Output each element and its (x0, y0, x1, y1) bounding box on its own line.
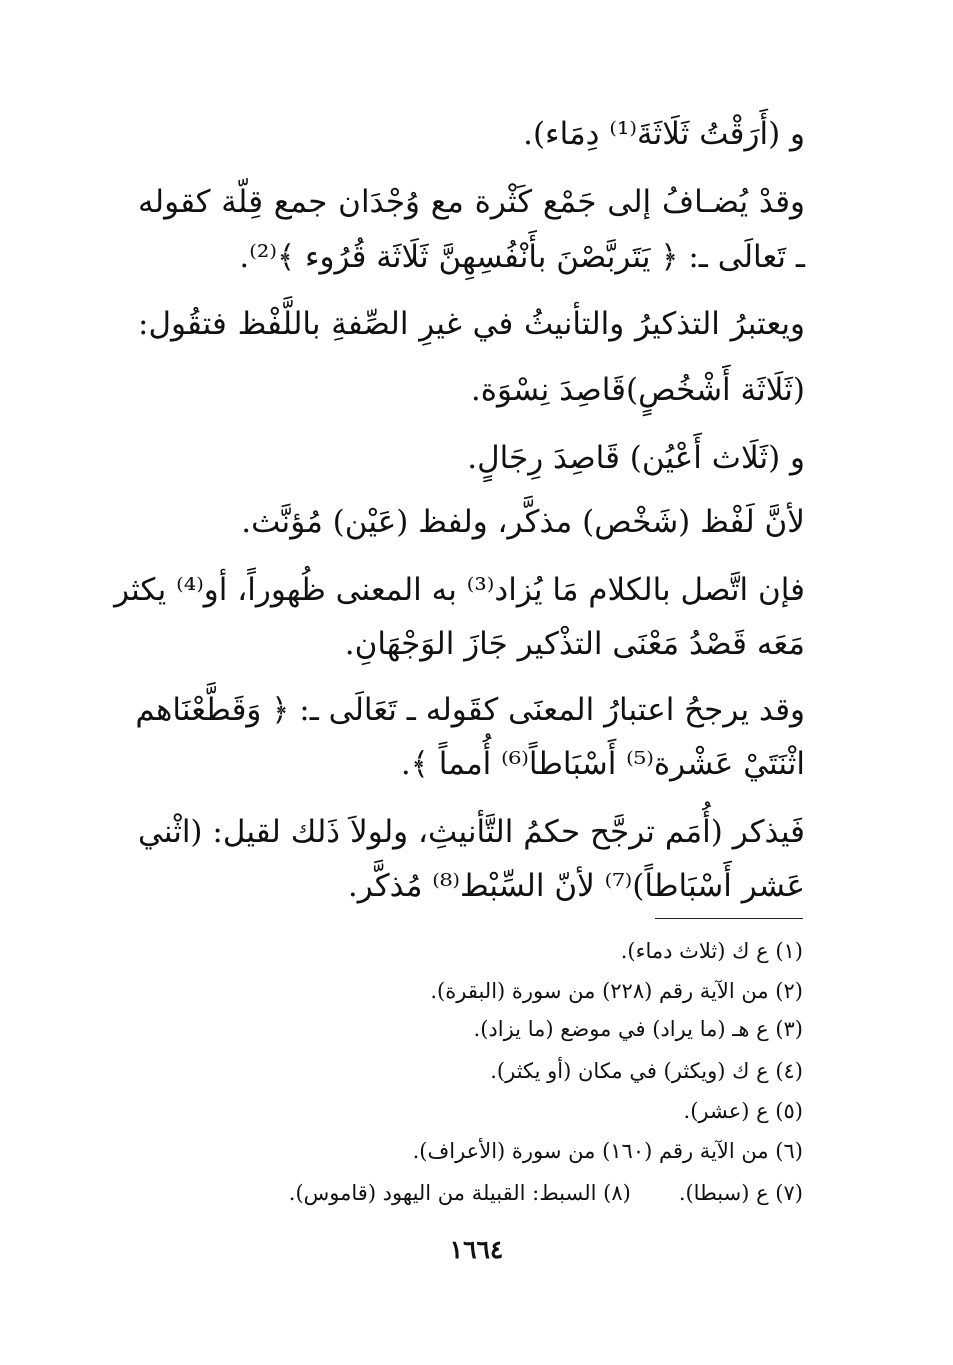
text-line: عَشر أَسْبَاطاً)⁽⁷⁾ لأنّ السِّبْط⁽⁸⁾ مُذكَّر. (347, 868, 805, 904)
text-line: فَيذكر (أُمَم ترجَّح حكمُ التَّأنيثِ، ولولاَ ذَلك لقيل: (اثْني (138, 814, 805, 850)
text-line: و (ثَلَاث أَعْيُن) قَاصِدَ رِجَالٍ. (467, 440, 805, 476)
footnote-pair (289, 1178, 803, 1208)
text-line: ـ تَعالَى ـ: ﴿ يَتَربَّصْنَ بأَنْفُسِهِنَّ ثَلَاثَة قُرُوء ﴾⁽²⁾. (239, 239, 805, 275)
text-line: فإن اتَّصل بالكلام مَا يُزاد⁽³⁾ به المعنى ظُهوراً، أو⁽⁴⁾ يكثر (114, 572, 805, 608)
text-line: وقدْ يُضـافُ إلى جَمْع كَثْرة مع وُجْدَان جمع قِلّة كقوله (138, 184, 805, 220)
footnote: (٣) ع هـ (ما يراد) في موضع (ما يزاد). (473, 1017, 803, 1041)
footnote: (٨) السبط: القبيلة من اليهود (قاموس). (288, 1181, 631, 1205)
footnote: (٤) ع ك (ويكثر) في مكان (أو يكثر). (490, 1059, 803, 1083)
text-line: اثْنَتَيْ عَشْرة⁽⁵⁾ أَسْبَاطاً⁽⁶⁾ أُمماً ﴾. (400, 746, 805, 782)
text-line: مَعَه قَصْدُ مَعْنَى التذْكير جَازَ الوَجْهَانِ. (344, 626, 805, 662)
text-line: (ثَلَاثَة أَشْخُصٍ)قَاصِدَ نِسْوَة. (470, 372, 805, 408)
page-number: ١٦٦٤ (449, 1235, 504, 1264)
footnote: (٦) من الآية رقم (١٦٠) من سورة (الأعراف). (412, 1139, 803, 1163)
text-line: وقد يرجحُ اعتبارُ المعنَى كقَوله ـ تَعَالَى ـ: ﴿ وَقَطَّعْنَاهم (135, 692, 805, 728)
text-line: و (أَرَقْتُ ثَلَاثَةَ⁽¹⁾ دِمَاء). (523, 116, 805, 152)
footnote: (٢) من الآية رقم (٢٢٨) من سورة (البقرة). (430, 979, 803, 1003)
footnote: (١) ع ك (ثلاث دماء). (620, 939, 803, 963)
text-line: ويعتبرُ التذكيرُ والتأنيثُ في غيرِ الصِّفةِ باللَّفْظ فتقُول: (138, 306, 805, 342)
footnote: (٧) ع (سبطا). (678, 1181, 803, 1205)
footnote-separator (655, 918, 803, 919)
footnote: (٥) ع (عشر). (683, 1099, 803, 1123)
text-line: لأنَّ لَفْظ (شَخْص) مذكَّر، ولفظ (عَيْن) مُؤنَّث. (241, 504, 805, 540)
